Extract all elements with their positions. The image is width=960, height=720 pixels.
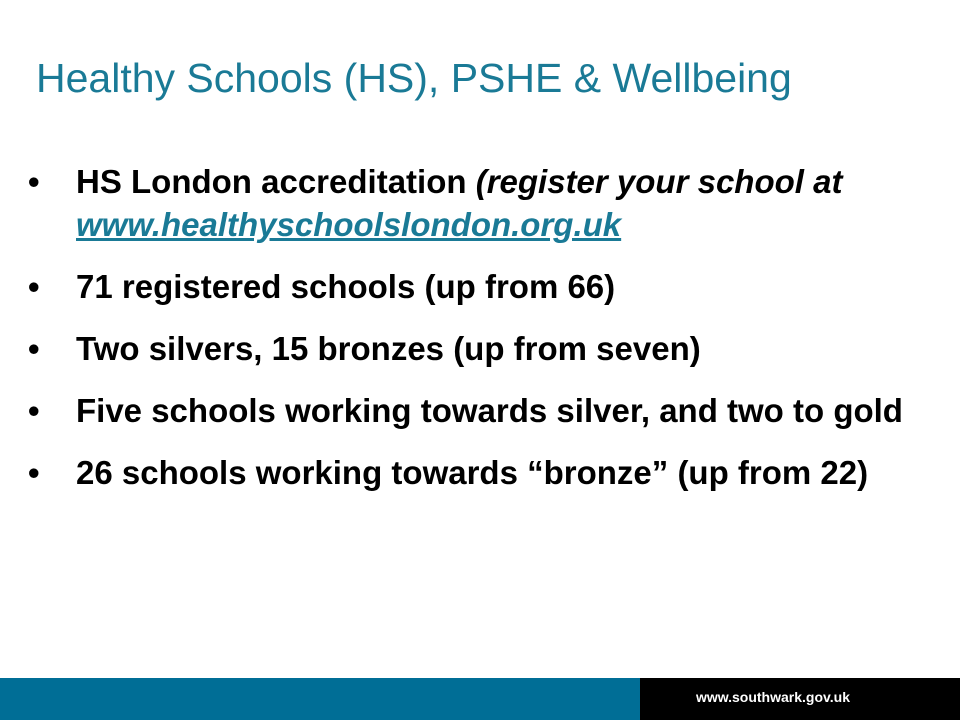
bullet-dot-icon: • (28, 454, 40, 491)
footer-dark-panel (640, 678, 960, 720)
bullet-italic-text: (register your school at (475, 163, 843, 200)
bullet-text: 71 registered schools (up from 66) (76, 268, 616, 305)
footer-bar (0, 678, 960, 720)
bullet-dot-icon: • (28, 392, 40, 429)
list-item (0, 265, 916, 308)
healthy-schools-link[interactable]: www.healthyschoolslondon.org.uk (76, 206, 622, 243)
page-title: Healthy Schools (HS), PSHE & Wellbeing (36, 55, 792, 101)
footer-accent-bar (0, 678, 640, 720)
list-item (0, 327, 916, 370)
bullet-text: 26 schools working towards “bronze” (up from 22) (76, 454, 869, 491)
list-item (0, 160, 916, 246)
bullet-text: HS London accreditation (76, 163, 476, 200)
bullet-text: Two silvers, 15 bronzes (up from seven) (76, 330, 701, 367)
bullet-dot-icon: • (28, 163, 40, 200)
list-item (0, 451, 916, 494)
bullet-dot-icon: • (28, 268, 40, 305)
bullet-dot-icon: • (28, 330, 40, 367)
bullet-list (0, 160, 960, 513)
bullet-text: Five schools working towards silver, and two to gold (76, 392, 903, 429)
footer-url: www.southwark.gov.uk (695, 689, 850, 705)
list-item (0, 389, 916, 432)
